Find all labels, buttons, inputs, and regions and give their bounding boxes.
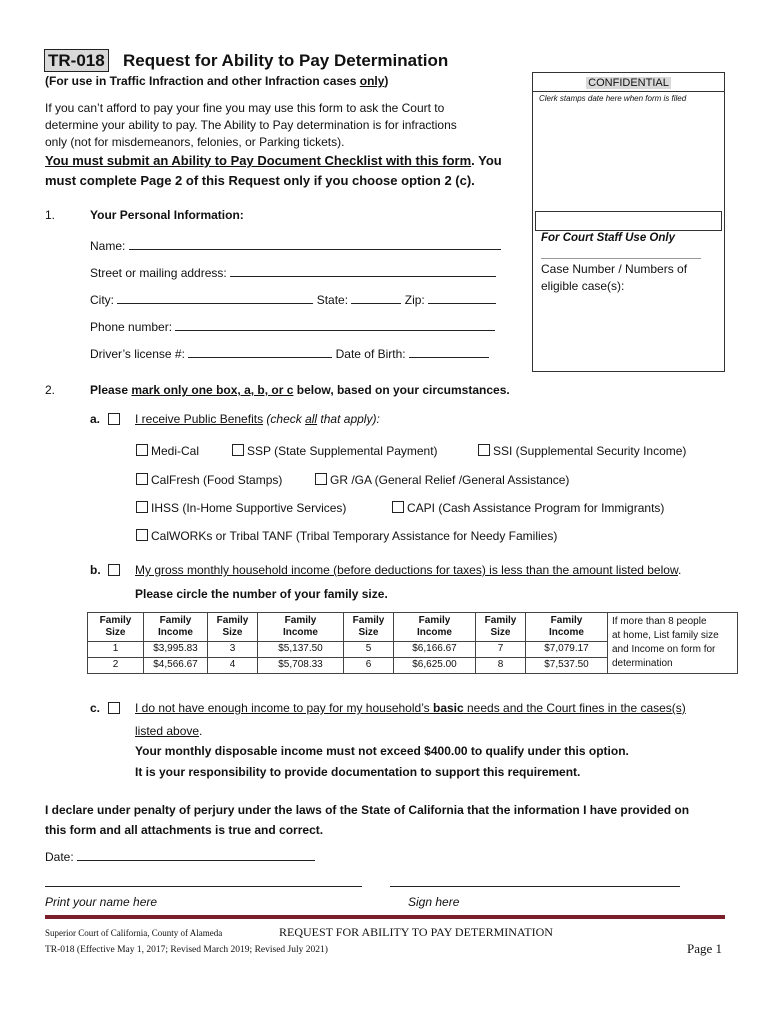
table-cell: $6,166.67 (394, 641, 476, 657)
option-a-text: I receive Public Benefits (check all that apply): (135, 412, 380, 426)
benefit-calworks[interactable]: CalWORKs or Tribal TANF (Tribal Temporary Assistance for Needy Families) (136, 528, 557, 544)
stamp-divider (535, 211, 722, 231)
header-family-size: Family Size (208, 613, 258, 642)
option-c-text: I do not have enough income to pay for my household’s basic needs and the Court fines in the cases(s) (135, 701, 686, 715)
header-family-income: Family Income (258, 613, 344, 642)
option-c-checkbox[interactable] (108, 702, 120, 714)
license-input[interactable] (188, 345, 332, 358)
table-cell: $7,537.50 (526, 657, 608, 673)
confidential-label: CONFIDENTIAL (533, 73, 724, 92)
court-staff-heading: For Court Staff Use Only (541, 232, 675, 244)
table-cell[interactable]: 3 (208, 641, 258, 657)
dob-input[interactable] (409, 345, 489, 358)
header-family-income: Family Income (526, 613, 608, 642)
header-family-size: Family Size (88, 613, 144, 642)
case-number-label-1: Case Number / Numbers of (541, 262, 688, 276)
date-input[interactable] (77, 848, 315, 861)
print-name-line[interactable] (45, 886, 362, 887)
option-b-letter: b. (90, 563, 101, 577)
street-row: Street or mailing address: (90, 264, 496, 281)
option-c-income-limit: Your monthly disposable income must not exceed $400.00 to qualify under this option. (135, 744, 629, 758)
declaration-line-1: I declare under penalty of perjury under the laws of the State of California that the information I have provided on (45, 803, 690, 817)
clerk-stamp-box (532, 72, 725, 372)
calworks-checkbox[interactable] (136, 529, 148, 541)
income-table (87, 612, 738, 674)
header-family-income: Family Income (144, 613, 208, 642)
option-a-letter: a. (90, 412, 101, 426)
table-cell: $5,137.50 (258, 641, 344, 657)
header-family-size: Family Size (476, 613, 526, 642)
case-number-label-2: eligible case(s): (541, 279, 625, 293)
option-c-letter: c. (90, 701, 101, 715)
court-staff-rule (541, 258, 701, 259)
intro-line-3: only (not for misdemeanors, felonies, or Parking tickets). (45, 135, 345, 149)
medi-cal-checkbox[interactable] (136, 444, 148, 456)
table-cell: $6,625.00 (394, 657, 476, 673)
table-cell[interactable]: 6 (344, 657, 394, 673)
sign-label: Sign here (408, 895, 460, 909)
phone-input[interactable] (175, 318, 495, 331)
section-2-number: 2. (45, 383, 56, 397)
capi-checkbox[interactable] (392, 501, 404, 513)
header-family-size: Family Size (344, 613, 394, 642)
gr-checkbox[interactable] (315, 473, 327, 485)
option-c-documentation: It is your responsibility to provide documentation to support this requirement. (135, 765, 581, 779)
state-input[interactable] (351, 291, 401, 304)
income-table-header (88, 613, 738, 642)
date-row: Date: (45, 848, 315, 865)
benefit-capi[interactable]: CAPI (Cash Assistance Program for Immigrants) (392, 500, 664, 516)
benefit-gr[interactable]: GR /GA (General Relief /General Assistance) (315, 472, 569, 488)
table-cell: $5,708.33 (258, 657, 344, 673)
section-1-number: 1. (45, 208, 56, 222)
footer-rule (45, 915, 725, 919)
benefit-calfresh[interactable]: CalFresh (Food Stamps) (136, 472, 282, 488)
declaration-line-2: this form and all attachments is true and correct. (45, 823, 324, 837)
form-id: TR-018 (48, 51, 105, 70)
city-input[interactable] (117, 291, 313, 304)
phone-row: Phone number: (90, 318, 495, 335)
clerk-stamp-note: Clerk stamps date here when form is filed (539, 94, 687, 103)
ihss-checkbox[interactable] (136, 501, 148, 513)
footer-court: Superior Court of California, County of Alameda (45, 928, 223, 938)
table-cell: $4,566.67 (144, 657, 208, 673)
table-cell: $3,995.83 (144, 641, 208, 657)
signature-line[interactable] (390, 886, 680, 887)
page-number: Page 1 (687, 941, 723, 956)
zip-input[interactable] (428, 291, 496, 304)
table-cell[interactable]: 5 (344, 641, 394, 657)
intro-line-2: determine your ability to pay. The Ability to Pay determination is for infractions (45, 118, 457, 132)
option-c-text-2: listed above. (135, 724, 203, 738)
name-input[interactable] (129, 237, 501, 250)
checklist-notice: You must submit an Ability to Pay Document Checklist with this form. You (45, 153, 502, 168)
print-name-label: Print your name here (45, 895, 158, 909)
large-family-note: If more than 8 people at home, List family size and Income on form for determination (608, 613, 738, 674)
page2-notice: must complete Page 2 of this Request only if you choose option 2 (c). (45, 173, 475, 188)
benefit-ssi[interactable]: SSI (Supplemental Security Income) (478, 443, 686, 459)
page-title: Request for Ability to Pay Determination (123, 51, 449, 70)
table-cell: $7,079.17 (526, 641, 608, 657)
header-family-income: Family Income (394, 613, 476, 642)
form-id-badge (44, 49, 109, 72)
calfresh-checkbox[interactable] (136, 473, 148, 485)
table-cell[interactable]: 1 (88, 641, 144, 657)
benefit-medi-cal[interactable]: Medi-Cal (136, 443, 199, 459)
family-size-instruction: Please circle the number of your family size. (135, 587, 388, 601)
table-cell[interactable]: 4 (208, 657, 258, 673)
footer-form-title: REQUEST FOR ABILITY TO PAY DETERMINATION (279, 925, 553, 939)
benefit-ihss[interactable]: IHSS (In-Home Supportive Services) (136, 500, 346, 516)
footer-effective: TR-018 (Effective May 1, 2017; Revised March 2019; Revised July 2021) (45, 945, 328, 955)
option-b-text: My gross monthly household income (before deductions for taxes) is less than the amount listed below. (135, 563, 682, 577)
intro-line-1: If you can’t afford to pay your fine you may use this form to ask the Court to (45, 101, 445, 115)
section-1-heading: Your Personal Information: (90, 208, 244, 222)
name-row: Name: (90, 237, 501, 254)
page-subtitle: (For use in Traffic Infraction and other Infraction cases only) (45, 74, 389, 88)
table-cell[interactable]: 8 (476, 657, 526, 673)
option-a-checkbox[interactable] (108, 413, 120, 425)
ssp-checkbox[interactable] (232, 444, 244, 456)
city-row: City: State: Zip: (90, 291, 496, 308)
street-input[interactable] (230, 264, 496, 277)
ssi-checkbox[interactable] (478, 444, 490, 456)
section-2-heading: Please mark only one box, a, b, or c below, based on your circumstances. (90, 383, 510, 397)
table-cell[interactable]: 7 (476, 641, 526, 657)
option-b-checkbox[interactable] (108, 564, 120, 576)
license-row: Driver’s license #: Date of Birth: (90, 345, 489, 362)
table-cell[interactable]: 2 (88, 657, 144, 673)
benefit-ssp[interactable]: SSP (State Supplemental Payment) (232, 443, 438, 459)
